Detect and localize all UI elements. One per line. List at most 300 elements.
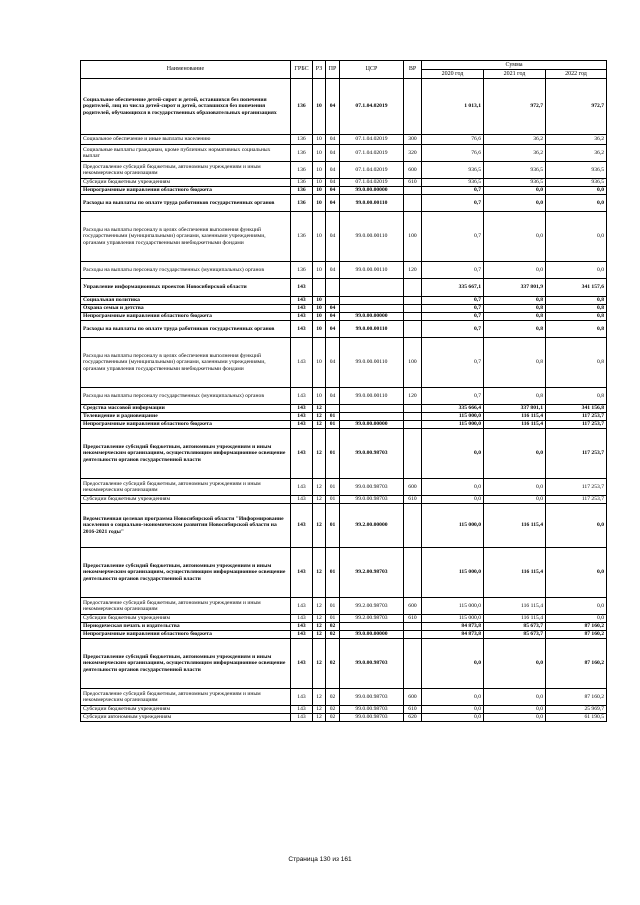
cell-grbs: 143 xyxy=(291,413,313,421)
cell-y2022: 0,0 xyxy=(546,187,607,195)
cell-csr: 99.0.00.00110 xyxy=(340,195,404,212)
table-row xyxy=(81,313,607,321)
cell-csr: 07.1.04.02019 xyxy=(340,135,404,145)
cell-y2022: 61 190,5 xyxy=(546,714,607,722)
cell-vr: 300 xyxy=(404,135,422,145)
cell-y2022: 36,2 xyxy=(546,145,607,162)
table-row xyxy=(81,135,607,145)
table-row xyxy=(81,429,607,479)
cell-rz: 12 xyxy=(313,496,326,504)
cell-name: Непрограммные направления областного бюджета xyxy=(81,421,291,429)
cell-vr xyxy=(404,639,422,689)
cell-rz: 12 xyxy=(313,479,326,496)
cell-rz: 10 xyxy=(313,179,326,187)
cell-rz: 10 xyxy=(313,321,326,338)
cell-y2021: 116 115,4 xyxy=(484,421,546,429)
budget-table-page xyxy=(80,60,606,722)
cell-vr: 120 xyxy=(404,262,422,279)
cell-csr: 99.0.00.00110 xyxy=(340,338,404,388)
table-row xyxy=(81,262,607,279)
cell-name: Предоставление субсидий бюджетным, автономным учреждениям и иным некоммерческим организациям xyxy=(81,598,291,615)
cell-vr: 610 xyxy=(404,179,422,187)
cell-y2020: 84 873,8 xyxy=(422,623,484,631)
cell-vr: 600 xyxy=(404,479,422,496)
cell-csr xyxy=(340,305,404,313)
table-row xyxy=(81,496,607,504)
cell-grbs: 143 xyxy=(291,504,313,548)
cell-pr: 04 xyxy=(326,305,340,313)
cell-y2020: 0,7 xyxy=(422,305,484,313)
cell-csr: 99.0.00.00000 xyxy=(340,631,404,639)
cell-y2021: 116 115,4 xyxy=(484,598,546,615)
cell-y2022: 341 157,6 xyxy=(546,279,607,297)
cell-grbs: 136 xyxy=(291,262,313,279)
cell-rz: 10 xyxy=(313,212,326,262)
col-header-csr: ЦСР xyxy=(340,61,404,79)
table-row xyxy=(81,706,607,714)
col-header-pr: ПР xyxy=(326,61,340,79)
cell-name: Непрограммные направления областного бюджета xyxy=(81,631,291,639)
cell-pr: 02 xyxy=(326,623,340,631)
table-row xyxy=(81,631,607,639)
cell-grbs: 143 xyxy=(291,615,313,623)
cell-vr xyxy=(404,623,422,631)
cell-csr: 99.0.00.98703 xyxy=(340,496,404,504)
cell-name: Расходы на выплаты по оплате труда работников государственных органов xyxy=(81,321,291,338)
cell-y2021: 0,0 xyxy=(484,429,546,479)
cell-pr: 04 xyxy=(326,187,340,195)
cell-grbs: 143 xyxy=(291,405,313,413)
cell-y2021: 337 801,1 xyxy=(484,405,546,413)
cell-rz: 12 xyxy=(313,631,326,639)
table-row xyxy=(81,639,607,689)
cell-csr: 99.0.00.00110 xyxy=(340,321,404,338)
cell-name: Предоставление субсидий бюджетным, автономным учреждениям и иным некоммерческим организациям xyxy=(81,479,291,496)
cell-csr xyxy=(340,623,404,631)
table-row xyxy=(81,714,607,722)
cell-name: Телевидение и радиовещание xyxy=(81,413,291,421)
cell-pr: 01 xyxy=(326,615,340,623)
cell-y2022: 36,2 xyxy=(546,135,607,145)
cell-pr xyxy=(326,297,340,305)
cell-vr xyxy=(404,79,422,135)
col-header-vr: ВР xyxy=(404,61,422,79)
cell-y2021: 36,2 xyxy=(484,145,546,162)
cell-pr: 01 xyxy=(326,429,340,479)
cell-y2022: 0,8 xyxy=(546,305,607,313)
cell-y2020: 115 000,0 xyxy=(422,615,484,623)
cell-grbs: 143 xyxy=(291,321,313,338)
cell-name: Социальное обеспечение детей-сирот и детей, оставшихся без попечения родителей, лиц из числа детей-сирот и детей, оставшихся без попечения родителей, обучающихся в государственных образовательных организациях xyxy=(81,79,291,135)
cell-y2020: 335 666,4 xyxy=(422,405,484,413)
cell-rz: 10 xyxy=(313,135,326,145)
cell-csr: 99.0.00.00110 xyxy=(340,212,404,262)
table-row xyxy=(81,615,607,623)
cell-vr xyxy=(404,297,422,305)
cell-grbs: 143 xyxy=(291,706,313,714)
cell-vr xyxy=(404,631,422,639)
cell-name: Субсидии бюджетным учреждениям xyxy=(81,706,291,714)
cell-pr: 02 xyxy=(326,639,340,689)
cell-y2020: 335 667,1 xyxy=(422,279,484,297)
cell-y2021: 116 115,4 xyxy=(484,615,546,623)
cell-y2021: 0,0 xyxy=(484,639,546,689)
cell-y2021: 0,0 xyxy=(484,212,546,262)
cell-y2022: 0,0 xyxy=(546,195,607,212)
cell-name: Расходы на выплаты персоналу государственных (муниципальных) органов xyxy=(81,262,291,279)
cell-grbs: 143 xyxy=(291,623,313,631)
cell-grbs: 143 xyxy=(291,496,313,504)
cell-grbs: 143 xyxy=(291,421,313,429)
cell-grbs: 136 xyxy=(291,212,313,262)
cell-y2022: 87 160,2 xyxy=(546,639,607,689)
cell-csr: 99.0.00.00110 xyxy=(340,262,404,279)
cell-y2022: 341 156,8 xyxy=(546,405,607,413)
cell-csr: 99.0.00.00000 xyxy=(340,421,404,429)
table-row xyxy=(81,195,607,212)
cell-name: Периодическая печать и издательства xyxy=(81,623,291,631)
cell-rz: 12 xyxy=(313,405,326,413)
cell-y2021: 0,0 xyxy=(484,706,546,714)
cell-y2020: 115 000,0 xyxy=(422,548,484,598)
cell-vr xyxy=(404,429,422,479)
cell-grbs: 143 xyxy=(291,714,313,722)
cell-y2021: 0,0 xyxy=(484,689,546,706)
cell-grbs: 143 xyxy=(291,598,313,615)
cell-rz: 10 xyxy=(313,305,326,313)
cell-pr: 02 xyxy=(326,714,340,722)
cell-y2020: 115 000,0 xyxy=(422,504,484,548)
cell-y2020: 0,0 xyxy=(422,689,484,706)
cell-y2020: 0,0 xyxy=(422,479,484,496)
cell-vr: 600 xyxy=(404,598,422,615)
cell-vr xyxy=(404,504,422,548)
cell-name: Социальная политика xyxy=(81,297,291,305)
table-row xyxy=(81,413,607,421)
cell-y2022: 87 160,2 xyxy=(546,631,607,639)
cell-pr: 04 xyxy=(326,179,340,187)
cell-y2020: 115 000,0 xyxy=(422,413,484,421)
cell-pr: 01 xyxy=(326,479,340,496)
cell-y2020: 76,6 xyxy=(422,135,484,145)
cell-rz: 12 xyxy=(313,623,326,631)
cell-csr: 99.0.00.00000 xyxy=(340,187,404,195)
cell-vr xyxy=(404,305,422,313)
cell-y2021: 0,8 xyxy=(484,313,546,321)
cell-rz: 10 xyxy=(313,145,326,162)
cell-name: Социальные выплаты гражданам, кроме публичных нормативных социальных выплат xyxy=(81,145,291,162)
table-row xyxy=(81,479,607,496)
table-row xyxy=(81,297,607,305)
table-row xyxy=(81,279,607,297)
cell-y2020: 0,7 xyxy=(422,313,484,321)
cell-grbs: 143 xyxy=(291,689,313,706)
page-number: Страница 130 из 161 xyxy=(288,856,352,863)
cell-vr: 610 xyxy=(404,615,422,623)
cell-y2020: 115 000,0 xyxy=(422,598,484,615)
cell-pr: 04 xyxy=(326,321,340,338)
col-header-grbs: ГРБС xyxy=(291,61,313,79)
cell-grbs: 143 xyxy=(291,548,313,598)
table-row xyxy=(81,212,607,262)
cell-y2021: 936,5 xyxy=(484,179,546,187)
table-row xyxy=(81,162,607,179)
cell-grbs: 143 xyxy=(291,429,313,479)
cell-grbs: 143 xyxy=(291,479,313,496)
cell-y2022: 117 253,7 xyxy=(546,496,607,504)
cell-rz: 10 xyxy=(313,162,326,179)
cell-pr: 02 xyxy=(326,631,340,639)
cell-y2020: 0,7 xyxy=(422,388,484,405)
cell-y2022: 87 160,2 xyxy=(546,623,607,631)
cell-vr xyxy=(404,279,422,297)
cell-rz: 10 xyxy=(313,338,326,388)
cell-vr: 600 xyxy=(404,689,422,706)
cell-rz: 10 xyxy=(313,297,326,305)
cell-y2022: 0,0 xyxy=(546,598,607,615)
cell-csr: 99.0.00.00110 xyxy=(340,388,404,405)
cell-y2021: 116 115,4 xyxy=(484,548,546,598)
cell-vr xyxy=(404,187,422,195)
cell-rz: 12 xyxy=(313,413,326,421)
cell-y2021: 0,0 xyxy=(484,714,546,722)
col-header-2021: 2021 год xyxy=(484,70,546,79)
cell-name: Предоставление субсидий бюджетным, автономным учреждениям и иным некоммерческим организациям, осуществляющим информационное освещение деятельности органов государственной власти xyxy=(81,639,291,689)
cell-pr: 01 xyxy=(326,421,340,429)
cell-y2020: 0,7 xyxy=(422,212,484,262)
cell-y2022: 0,0 xyxy=(546,262,607,279)
cell-csr: 99.2.00.98703 xyxy=(340,598,404,615)
cell-y2021: 0,0 xyxy=(484,479,546,496)
cell-vr: 320 xyxy=(404,145,422,162)
cell-csr xyxy=(340,405,404,413)
table-row xyxy=(81,405,607,413)
cell-grbs: 136 xyxy=(291,179,313,187)
cell-y2020: 1 013,1 xyxy=(422,79,484,135)
cell-y2021: 0,0 xyxy=(484,195,546,212)
table-row xyxy=(81,321,607,338)
cell-rz: 10 xyxy=(313,313,326,321)
table-row xyxy=(81,187,607,195)
cell-csr: 99.0.00.00000 xyxy=(340,313,404,321)
cell-y2022: 0,0 xyxy=(546,504,607,548)
cell-rz: 12 xyxy=(313,504,326,548)
cell-y2021: 116 115,4 xyxy=(484,504,546,548)
cell-y2021: 337 801,9 xyxy=(484,279,546,297)
cell-grbs: 143 xyxy=(291,305,313,313)
cell-rz: 12 xyxy=(313,706,326,714)
cell-y2022: 87 160,2 xyxy=(546,689,607,706)
cell-y2022: 0,8 xyxy=(546,321,607,338)
cell-vr xyxy=(404,321,422,338)
cell-pr xyxy=(326,405,340,413)
cell-grbs: 136 xyxy=(291,145,313,162)
cell-vr: 620 xyxy=(404,714,422,722)
cell-pr: 04 xyxy=(326,145,340,162)
cell-vr xyxy=(404,405,422,413)
cell-grbs: 136 xyxy=(291,162,313,179)
cell-vr: 600 xyxy=(404,162,422,179)
cell-csr: 99.0.00.98703 xyxy=(340,479,404,496)
cell-vr xyxy=(404,413,422,421)
table-row xyxy=(81,623,607,631)
cell-name: Непрограммные направления областного бюджета xyxy=(81,187,291,195)
cell-vr xyxy=(404,195,422,212)
cell-pr: 02 xyxy=(326,706,340,714)
cell-grbs: 143 xyxy=(291,388,313,405)
cell-y2022: 117 253,7 xyxy=(546,429,607,479)
cell-pr: 04 xyxy=(326,135,340,145)
table-row xyxy=(81,145,607,162)
cell-y2020: 0,0 xyxy=(422,496,484,504)
cell-rz: 12 xyxy=(313,548,326,598)
cell-rz: 10 xyxy=(313,388,326,405)
col-header-rz: РЗ xyxy=(313,61,326,79)
cell-y2022: 936,5 xyxy=(546,179,607,187)
cell-y2021: 972,7 xyxy=(484,79,546,135)
cell-y2020: 0,7 xyxy=(422,262,484,279)
cell-y2021: 936,5 xyxy=(484,162,546,179)
cell-y2021: 0,8 xyxy=(484,338,546,388)
col-header-sum: Сумма xyxy=(422,61,607,70)
cell-vr xyxy=(404,313,422,321)
cell-y2020: 115 000,0 xyxy=(422,421,484,429)
cell-csr: 07.1.04.02019 xyxy=(340,179,404,187)
cell-y2020: 76,6 xyxy=(422,145,484,162)
cell-name: Расходы на выплаты персоналу в целях обеспечения выполнения функций государственными (муниципальными) органами, казенными учреждениями, органами управления государственными внебюджетными фондами xyxy=(81,338,291,388)
cell-rz: 10 xyxy=(313,187,326,195)
cell-csr xyxy=(340,413,404,421)
cell-pr xyxy=(326,279,340,297)
cell-y2022: 25 969,7 xyxy=(546,706,607,714)
cell-grbs: 143 xyxy=(291,313,313,321)
cell-y2022: 0,0 xyxy=(546,548,607,598)
cell-pr: 04 xyxy=(326,313,340,321)
cell-y2021: 0,0 xyxy=(484,262,546,279)
cell-rz: 12 xyxy=(313,639,326,689)
cell-grbs: 143 xyxy=(291,279,313,297)
cell-name: Субсидии бюджетным учреждениям xyxy=(81,496,291,504)
budget-table-body xyxy=(81,79,607,722)
cell-rz: 12 xyxy=(313,421,326,429)
cell-name: Субсидии автономным учреждениям xyxy=(81,714,291,722)
cell-y2022: 117 253,7 xyxy=(546,413,607,421)
cell-csr: 99.2.00.98703 xyxy=(340,548,404,598)
cell-pr: 04 xyxy=(326,79,340,135)
cell-vr: 100 xyxy=(404,212,422,262)
cell-name: Ведомственная целевая программа Новосибирской области "Информирование населения о социально-экономическом развитии Новосибирской области на 2016-2021 годы" xyxy=(81,504,291,548)
cell-grbs: 136 xyxy=(291,79,313,135)
cell-y2022: 936,5 xyxy=(546,162,607,179)
cell-name: Социальное обеспечение и иные выплаты населению xyxy=(81,135,291,145)
cell-y2020: 0,7 xyxy=(422,195,484,212)
cell-grbs: 143 xyxy=(291,297,313,305)
table-row xyxy=(81,338,607,388)
cell-csr: 99.2.00.00000 xyxy=(340,504,404,548)
table-row xyxy=(81,179,607,187)
cell-y2020: 0,0 xyxy=(422,714,484,722)
cell-grbs: 143 xyxy=(291,631,313,639)
cell-csr xyxy=(340,279,404,297)
cell-y2021: 36,2 xyxy=(484,135,546,145)
cell-vr: 120 xyxy=(404,388,422,405)
cell-csr: 99.0.00.98703 xyxy=(340,689,404,706)
cell-y2021: 0,8 xyxy=(484,321,546,338)
cell-grbs: 143 xyxy=(291,639,313,689)
cell-grbs: 143 xyxy=(291,338,313,388)
cell-vr: 610 xyxy=(404,496,422,504)
cell-name: Предоставление субсидий бюджетным, автономным учреждениям и иным некоммерческим организациям xyxy=(81,162,291,179)
table-row xyxy=(81,598,607,615)
cell-vr: 100 xyxy=(404,338,422,388)
cell-pr: 04 xyxy=(326,388,340,405)
table-row xyxy=(81,548,607,598)
cell-pr: 04 xyxy=(326,162,340,179)
cell-csr: 07.1.04.02019 xyxy=(340,145,404,162)
cell-pr: 01 xyxy=(326,548,340,598)
cell-y2021: 0,0 xyxy=(484,496,546,504)
cell-csr: 07.1.04.02019 xyxy=(340,162,404,179)
cell-name: Расходы на выплаты персоналу в целях обеспечения выполнения функций государственными (муниципальными) органами, казенными учреждениями, органами управления государственными внебюджетными фондами xyxy=(81,212,291,262)
cell-vr xyxy=(404,421,422,429)
cell-pr: 04 xyxy=(326,212,340,262)
cell-y2020: 0,7 xyxy=(422,187,484,195)
cell-y2021: 0,8 xyxy=(484,388,546,405)
cell-name: Предоставление субсидий бюджетным, автономным учреждениям и иным некоммерческим организациям, осуществляющим информационное освещение деятельности органов государственной власти xyxy=(81,429,291,479)
cell-csr: 99.0.00.98703 xyxy=(340,714,404,722)
col-header-name: Наименование xyxy=(81,61,291,79)
cell-name: Непрограммные направления областного бюджета xyxy=(81,313,291,321)
budget-table xyxy=(80,60,607,722)
cell-rz: 10 xyxy=(313,195,326,212)
cell-grbs: 136 xyxy=(291,135,313,145)
cell-y2020: 0,7 xyxy=(422,297,484,305)
cell-y2022: 0,8 xyxy=(546,388,607,405)
cell-pr: 01 xyxy=(326,413,340,421)
cell-y2020: 0,0 xyxy=(422,429,484,479)
cell-y2022: 0,8 xyxy=(546,313,607,321)
cell-rz: 12 xyxy=(313,615,326,623)
cell-y2020: 936,5 xyxy=(422,179,484,187)
cell-pr: 04 xyxy=(326,338,340,388)
cell-y2022: 0,0 xyxy=(546,615,607,623)
cell-y2021: 85 673,7 xyxy=(484,623,546,631)
cell-name: Предоставление субсидий бюджетным, автономным учреждениям и иным некоммерческим организациям xyxy=(81,689,291,706)
cell-pr: 01 xyxy=(326,496,340,504)
cell-pr: 01 xyxy=(326,504,340,548)
cell-rz: 12 xyxy=(313,689,326,706)
cell-y2020: 936,5 xyxy=(422,162,484,179)
cell-rz: 12 xyxy=(313,598,326,615)
cell-name: Охрана семьи и детства xyxy=(81,305,291,313)
cell-csr xyxy=(340,297,404,305)
cell-y2022: 117 253,7 xyxy=(546,421,607,429)
cell-pr: 04 xyxy=(326,262,340,279)
cell-pr: 04 xyxy=(326,195,340,212)
cell-csr: 99.2.00.98703 xyxy=(340,615,404,623)
cell-y2022: 0,8 xyxy=(546,297,607,305)
cell-csr: 07.1.04.02019 xyxy=(340,79,404,135)
cell-y2022: 117 253,7 xyxy=(546,479,607,496)
cell-name: Средства массовой информации xyxy=(81,405,291,413)
cell-name: Расходы на выплаты персоналу государственных (муниципальных) органов xyxy=(81,388,291,405)
cell-grbs: 136 xyxy=(291,195,313,212)
cell-y2021: 0,0 xyxy=(484,187,546,195)
cell-pr: 01 xyxy=(326,598,340,615)
cell-name: Субсидии бюджетным учреждениям xyxy=(81,179,291,187)
cell-name: Субсидии бюджетным учреждениям xyxy=(81,615,291,623)
table-row xyxy=(81,305,607,313)
